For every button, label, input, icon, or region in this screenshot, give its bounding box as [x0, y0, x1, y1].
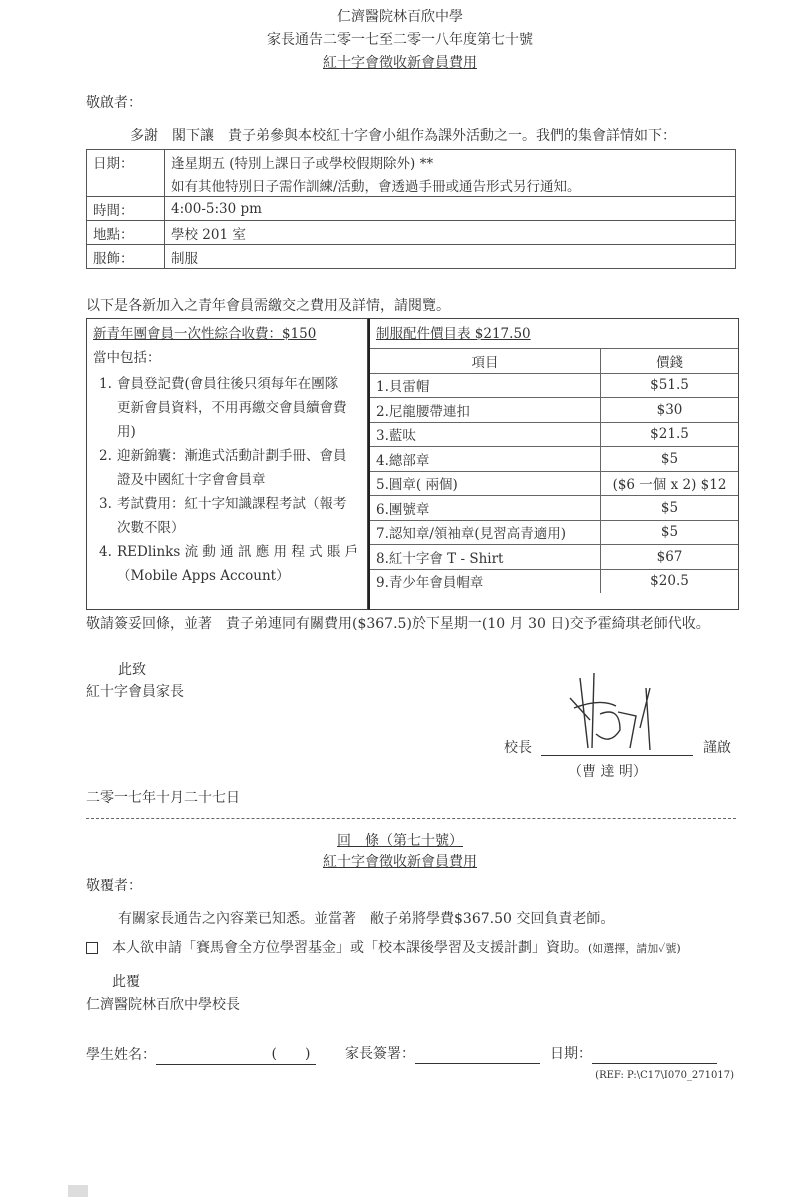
- subsidy-application: 本人欲申請「賽馬會全方位學習基金」或「校本課後學習及支援計劃」資助。(如選擇，請加✓號): [112, 940, 681, 956]
- uniform-price-box: [368, 318, 739, 610]
- principal-title: 校長: [504, 740, 532, 756]
- uniform-title: 制服配件價目表 $217.50: [376, 326, 531, 342]
- detail-value: 如有其他特別日子需作訓練/活動，會透過手冊或通告形式另行通知。: [165, 173, 736, 197]
- reply-closing2: 仁濟醫院林百欣中學校長: [86, 997, 240, 1013]
- detail-value: 學校 201 室: [165, 221, 736, 245]
- student-class-field[interactable]: ( ): [266, 1044, 316, 1065]
- membership-includes: 當中包括：: [93, 350, 161, 366]
- membership-list: [87, 370, 367, 588]
- signature-suffix: 謹啟: [703, 740, 731, 756]
- intro-text: 多謝 閣下讓 貴子弟參與本校紅十字會小組作為課外活動之一。我們的集會詳情如下：: [130, 128, 676, 144]
- uniform-price-table: [370, 348, 738, 593]
- reply-acknowledgement: 有關家長通告之內容業已知悉。並當著 敝子弟將學費$367.50 交回負責老師。: [118, 911, 615, 927]
- subsidy-checkbox[interactable]: [86, 942, 98, 954]
- student-name-label: 學生姓名：: [86, 1047, 156, 1063]
- reply-subject: 紅十字會徵收新會員費用: [323, 854, 477, 870]
- detail-row-attire: [87, 245, 736, 269]
- list-item: 1. 會員登記費(會員往後只須每年在團隊 更新會員資料，不用再繳交會員續會費 用): [99, 376, 347, 440]
- reply-salutation: 敬覆者：: [86, 878, 142, 894]
- school-name: 仁濟醫院林百欣中學: [337, 9, 463, 25]
- detail-row-date: [87, 150, 736, 174]
- list-item: 3. 考試費用：紅十字知識課程考試（報考 次數不限）: [99, 496, 347, 536]
- detail-row-venue: [87, 221, 736, 245]
- reply-date-label: 日期：: [550, 1046, 592, 1062]
- reply-closing1: 此覆: [112, 974, 140, 990]
- list-item: 2. 迎新錦囊：漸進式活動計劃手冊、會員 證及中國紅十字會會員章: [99, 448, 347, 488]
- table-row: 3.藍呔 $21.5: [370, 422, 738, 447]
- closing-line1: 此致: [118, 662, 146, 678]
- detail-label: 服飾：: [87, 245, 165, 269]
- principal-name: （曹 達 明）: [568, 764, 647, 780]
- table-row: 6.團號章 $5: [370, 496, 738, 521]
- reply-date-field[interactable]: [592, 1063, 717, 1064]
- closing-line2: 紅十字會員家長: [86, 684, 184, 700]
- scan-mark: [68, 1185, 88, 1197]
- table-row: 5.圓章( 兩個) ($6 一個 x 2) $12: [370, 471, 738, 496]
- reply-date-row: [550, 1044, 717, 1064]
- detail-value: 制服: [165, 245, 736, 269]
- table-row: 7.認知章/領袖章(見習高青適用) $5: [370, 520, 738, 545]
- col-item-header: 項目: [370, 349, 601, 374]
- table-row: 4.總部章 $5: [370, 447, 738, 472]
- list-item: 4. REDlinks 流 動 通 訊 應 用 程 式 賬 戶 （Mobile Apps Account）: [99, 544, 359, 584]
- notice-date: 二零一七年十月二十七日: [86, 790, 240, 806]
- meeting-details-table: [86, 149, 736, 269]
- membership-fee-box: [86, 318, 368, 610]
- signature-line: [541, 755, 693, 756]
- detail-row-time: [87, 197, 736, 221]
- notice-subject: 紅十字會徵收新會員費用: [323, 55, 477, 71]
- detail-value: 逢星期五 (特別上課日子或學校假期除外) **: [165, 150, 736, 174]
- student-name-row: [86, 1044, 316, 1065]
- table-row: 1.貝雷帽 $51.5: [370, 373, 738, 398]
- table-header: [370, 349, 738, 374]
- fees-intro: 以下是各新加入之青年會員需繳交之費用及詳情，請閱覽。: [86, 298, 450, 314]
- parent-signature-label: 家長簽署：: [345, 1046, 415, 1062]
- notice-number: 家長通告二零一七至二零一八年度第七十號: [267, 32, 533, 48]
- table-row: 9.青少年會員帽章 $20.5: [370, 569, 738, 593]
- payment-note: 敬請簽妥回條，並著 貴子弟連同有關費用($367.5)於下星期一(10 月 30 日)交予霍綺琪老師代收。: [86, 616, 710, 632]
- detail-label: 地點：: [87, 221, 165, 245]
- reply-title: 回 條（第七十號）: [337, 833, 463, 849]
- principal-signature: [560, 668, 680, 758]
- detail-value: 4:00-5:30 pm: [165, 197, 736, 221]
- reference-code: (REF: P:\C17\I070_271017): [595, 1070, 734, 1081]
- membership-title: 新青年團會員一次性綜合收費：$150: [93, 326, 317, 342]
- table-row: 8.紅十字會 T - Shirt $67: [370, 545, 738, 570]
- detail-label: 日期：: [87, 150, 165, 197]
- salutation: 敬啟者：: [86, 95, 142, 111]
- cut-line: [86, 818, 736, 819]
- detail-label: 時間：: [87, 197, 165, 221]
- parent-signature-row: [345, 1044, 540, 1064]
- table-row: 2.尼龍腰帶連扣 $30: [370, 398, 738, 423]
- student-name-field[interactable]: [156, 1064, 266, 1065]
- parent-signature-field[interactable]: [415, 1063, 540, 1064]
- col-price-header: 價錢: [601, 349, 739, 374]
